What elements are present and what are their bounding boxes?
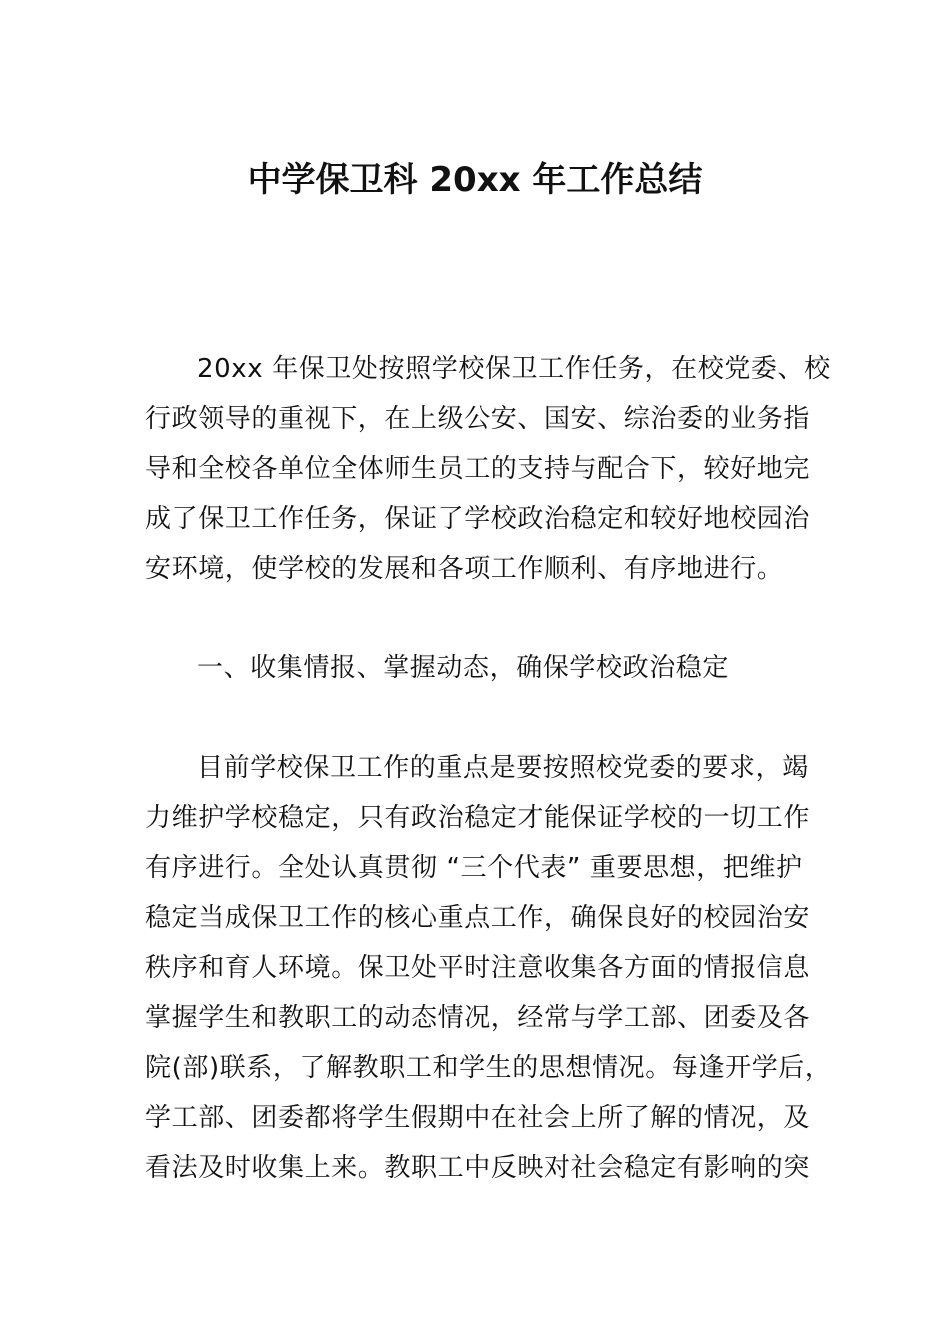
paragraph-line: 导和全校各单位全体师生员工的支持与配合下，较好地完 bbox=[145, 454, 811, 484]
paragraph-line: 掌握学生和教职工的动态情况，经常与学工部、团委及各 bbox=[145, 1003, 811, 1033]
paragraph-line: 目前学校保卫工作的重点是要按照校党委的要求，竭 bbox=[197, 753, 809, 783]
paragraph-line: 行政领导的重视下，在上级公安、国安、综治委的业务指 bbox=[145, 404, 811, 434]
paragraph-line: 有序进行。全处认真贯彻 “三个代表” 重要思想，把维护 bbox=[145, 853, 803, 883]
paragraph-line: 看法及时收集上来。教职工中反映对社会稳定有影响的突 bbox=[145, 1153, 811, 1183]
paragraph-line: 安环境，使学校的发展和各项工作顺利、有序地进行。 bbox=[145, 554, 784, 584]
section-heading-text: 一、收集情报、掌握动态，确保学校政治稳定 bbox=[197, 653, 730, 683]
paragraph-line: 成了保卫工作任务，保证了学校政治稳定和较好地校园治 bbox=[145, 504, 811, 534]
section-heading bbox=[145, 643, 810, 693]
paragraph-intro bbox=[145, 344, 831, 594]
paragraph-section1 bbox=[145, 743, 832, 1193]
document-title: 中学保卫科 20xx 年工作总结 bbox=[247, 160, 703, 200]
paragraph-line: 院(部)联系，了解教职工和学生的思想情况。每逢开学后， bbox=[145, 1053, 832, 1083]
paragraph-line: 20xx 年保卫处按照学校保卫工作任务，在校党委、校 bbox=[197, 354, 831, 384]
paragraph-line: 力维护学校稳定，只有政治稳定才能保证学校的一切工作 bbox=[145, 803, 811, 833]
paragraph-line: 稳定当成保卫工作的核心重点工作，确保良好的校园治安 bbox=[145, 903, 811, 933]
paragraph-line: 秩序和育人环境。保卫处平时注意收集各方面的情报信息 bbox=[145, 953, 811, 983]
paragraph-line: 学工部、团委都将学生假期中在社会上所了解的情况，及 bbox=[145, 1103, 811, 1133]
